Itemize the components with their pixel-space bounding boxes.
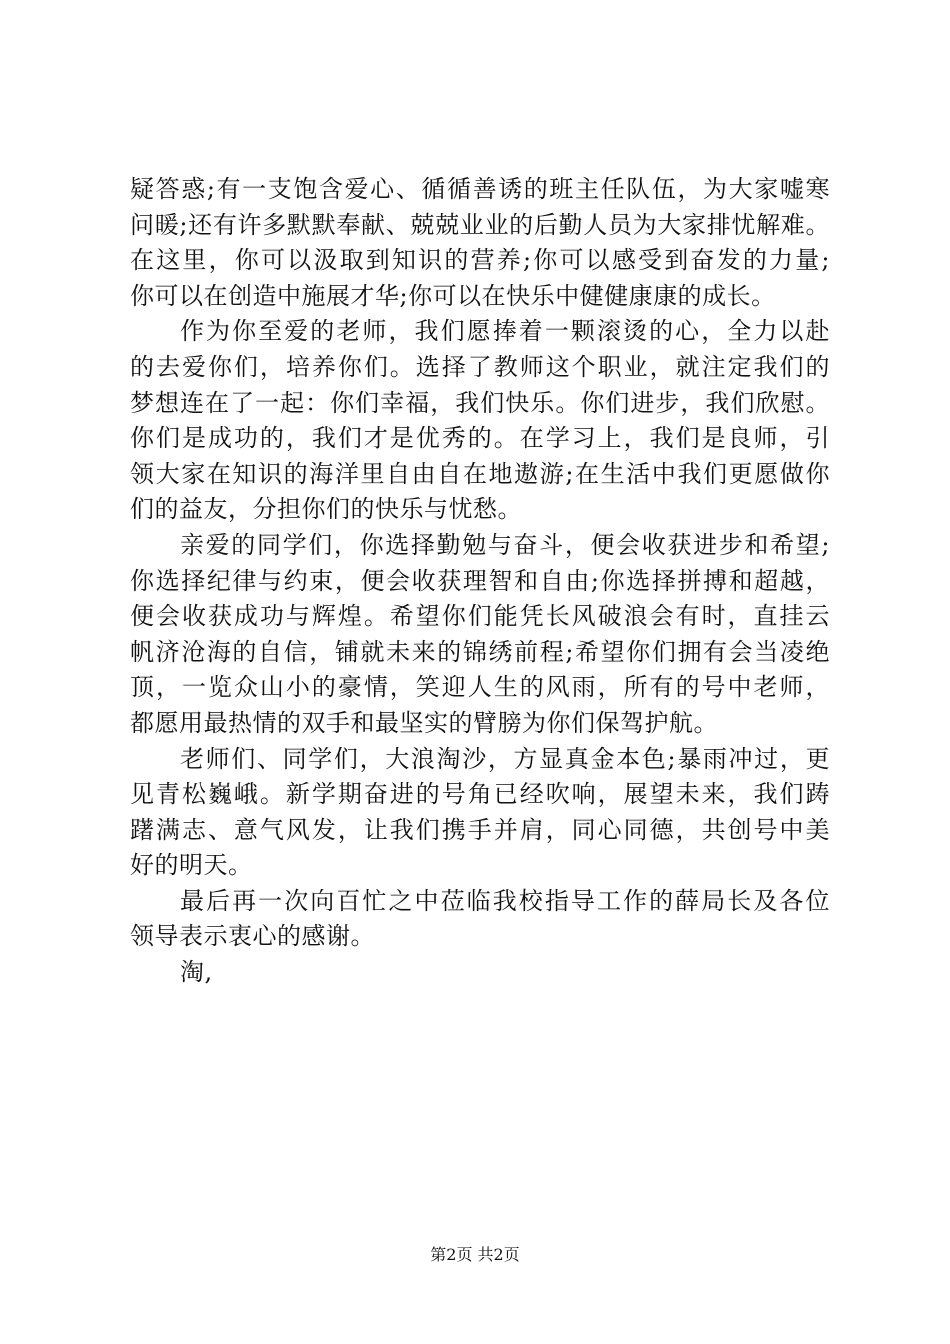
text-line: 问暖;还有许多默默奉献、兢兢业业的后勤人员为大家排忧解难。 — [130, 210, 830, 239]
text-line: 你可以在创造中施展才华;你可以在快乐中健健康康的成长。 — [130, 281, 776, 310]
text-line: 领大家在知识的海洋里自由自在地遨游;在生活中我们更愿做你 — [130, 459, 830, 488]
text-line: 见青松巍峨。新学期奋进的号角已经吹响，展望未来，我们踌 — [130, 780, 830, 809]
text-line: 好的明天。 — [130, 851, 253, 880]
document-body — [130, 172, 830, 991]
text-line: 领导表示衷心的感谢。 — [130, 922, 375, 951]
paragraph — [130, 955, 830, 991]
text-line: 帆济沧海的自信，铺就未来的锦绣前程;希望你们拥有会当凌绝 — [130, 637, 830, 666]
text-line: 躇满志、意气风发，让我们携手并肩，同心同德，共创号中美 — [130, 815, 830, 844]
text-line: 顶，一览众山小的豪情，笑迎人生的风雨，所有的号中老师， — [130, 673, 830, 702]
paragraph — [130, 314, 830, 528]
text-line: 作为你至爱的老师，我们愿捧着一颗滚烫的心，全力以赴 — [180, 317, 830, 346]
text-line: 都愿用最热情的双手和最坚实的臂膀为你们保驾护航。 — [130, 708, 718, 737]
text-line: 便会收获成功与辉煌。希望你们能凭长风破浪会有时，直挂云 — [130, 602, 830, 631]
paragraph — [130, 884, 830, 955]
paragraph — [130, 172, 830, 314]
text-line: 你们是成功的，我们才是优秀的。在学习上，我们是良师，引 — [130, 424, 830, 453]
text-line: 的去爱你们，培养你们。选择了教师这个职业，就注定我们的 — [130, 352, 830, 381]
paragraph — [130, 528, 830, 742]
text-line: 最后再一次向百忙之中莅临我校指导工作的薛局长及各位 — [180, 886, 830, 915]
text-line: 淘, — [180, 958, 213, 987]
text-line: 老师们、同学们，大浪淘沙，方显真金本色;暴雨冲过，更 — [180, 744, 830, 773]
text-line: 梦想连在了一起：你们幸福，我们快乐。你们进步，我们欣慰。 — [130, 388, 830, 417]
text-line: 亲爱的同学们，你选择勤勉与奋斗，便会收获进步和希望; — [180, 530, 830, 559]
text-line: 在这里，你可以汲取到知识的营养;你可以感受到奋发的力量; — [130, 246, 830, 275]
text-line: 们的益友，分担你们的快乐与忧愁。 — [130, 495, 522, 524]
text-line: 你选择纪律与约束，便会收获理智和自由;你选择拼搏和超越， — [130, 566, 830, 595]
page-footer: 第2页 共2页 — [430, 1245, 520, 1264]
paragraph — [130, 742, 830, 884]
text-line: 疑答惑;有一支饱含爱心、循循善诱的班主任队伍，为大家嘘寒 — [130, 175, 830, 203]
